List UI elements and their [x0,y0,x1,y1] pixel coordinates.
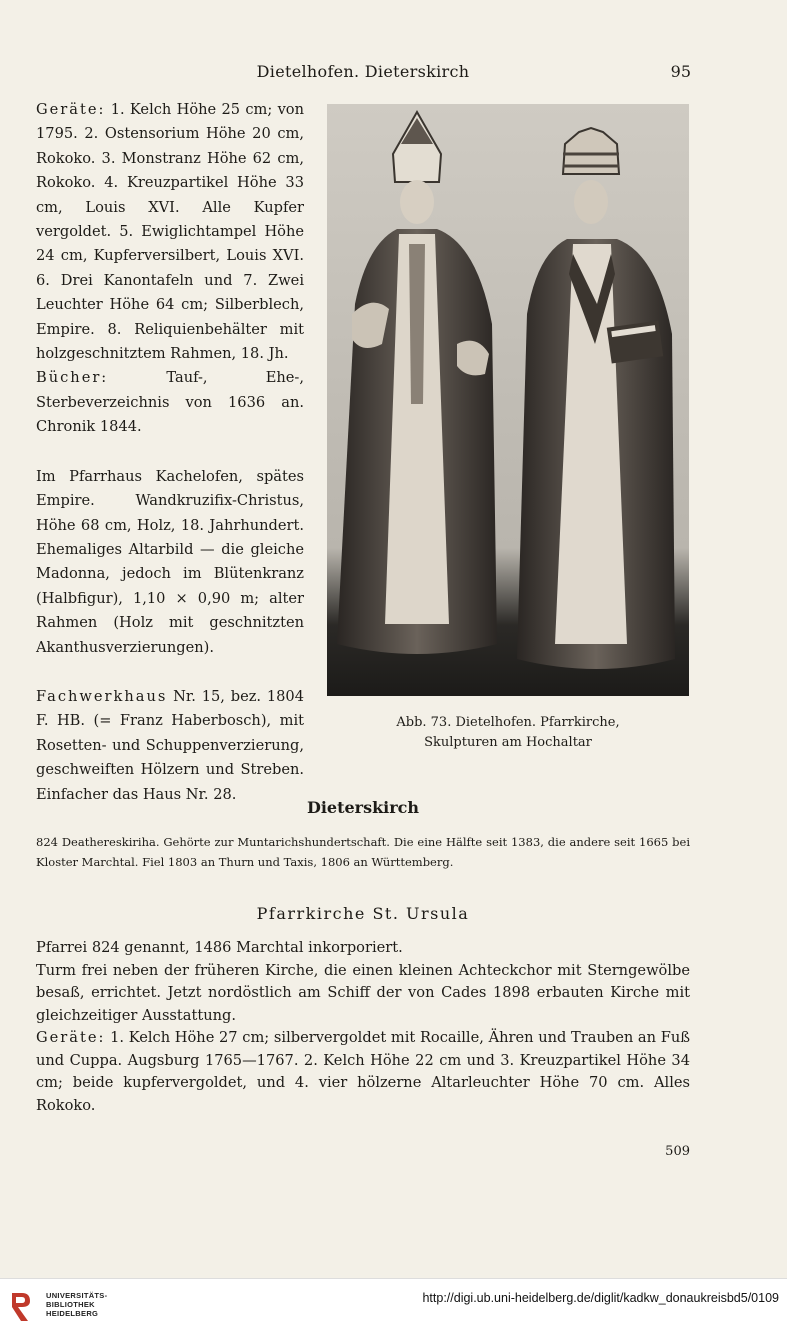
figure-caption [327,713,689,753]
paragraph-fachwerkhaus [36,685,304,807]
subsection-title: Pfarrkirche St. Ursula [256,904,470,923]
figure-photo [327,104,689,696]
paragraph-lead: Geräte: [36,101,106,118]
body-paragraph [36,937,690,960]
paragraph-pfarrhaus [36,465,304,660]
body-text [36,937,690,1117]
caption-line2: Skulpturen am Hochaltar [424,735,592,750]
left-column-text [36,98,304,807]
source-url-link[interactable]: http://digi.ub.uni-heidelberg.de/diglit/kadkw_donaukreisbd5/0109 [422,1291,779,1305]
running-head: Dietelhofen. Dieterskirch [256,62,470,81]
paragraph-lead: Fachwerkhaus [36,687,168,705]
paragraph-text: Pfarrei 824 genannt, 1486 Marchtal inkorporiert. [36,939,403,956]
paragraph-text: 1. Kelch Höhe 25 cm; von 1795. 2. Ostensorium Höhe 20 cm, Rokoko. 3. Monstranz Höhe 62 cm, Rokoko. 4. Kreuzpartikel Höhe 33 cm, Louis XVI. Alle Kupfer vergoldet. 5. Ewiglichtampel Höhe 24 cm, Kupferversilbert, Louis XVI. 6. Drei Kanontafeln und 7. Zwei Leuchter Höhe 64 cm; Silberblech, Empire. 8. Reliquienbehälter mit holzgeschnitztem Rahmen, 18. Jh. [36,101,304,363]
paragraph-buecher [36,366,304,439]
paragraph-text: Nr. 15, bez. 1804 F. HB. (= Franz Haberbosch), mit Rosetten- und Schuppenverzierung, geschweiften Hölzern und Streben. Einfacher das Haus Nr. 28. [36,687,304,803]
page-number-top: 95 [670,62,691,81]
paragraph-lead: Geräte: [36,1029,106,1046]
paragraph-text: Im Pfarrhaus Kachelofen, spätes Empire. Wandkruzifix-Christus, Höhe 68 cm, Holz, 18. Jahrhundert. Ehemaliges Altarbild — die gleiche Madonna, jedoch im Blütenkranz (Halbfigur), 1,10 × 0,90 m; alter Rahmen (Holz mit geschnitzten Akanthusverzierungen). [36,467,304,656]
paragraph-lead: Bücher: [36,369,109,387]
paragraph-text: Tauf-, Ehe-, Sterbeverzeichnis von 1636 an. Chronik 1844. [36,369,304,436]
page-number-bottom: 509 [665,1144,690,1159]
paragraph-geraete [36,98,304,366]
caption-line1: Abb. 73. Dietelhofen. Pfarrkirche, [396,715,620,730]
body-paragraph [36,1027,690,1117]
paragraph-text: 1. Kelch Höhe 27 cm; silbervergoldet mit Rocaille, Ähren und Trauben an Fuß und Cuppa. Augsburg 1765—1767. 2. Kelch Höhe 22 cm und 3. Kreuzpartikel Höhe 34 cm; beide kupfervergoldet, und 4. vier hölzerne Altarleuchter Höhe 70 cm. Alles Rokoko. [36,1029,690,1114]
section-intro: 824 Deathereskiriha. Gehörte zur Muntarichshundertschaft. Die eine Hälfte seit 1383, die andere seit 1665 bei Kloster Marchtal. Fiel 1803 an Thurn und Taxis, 1806 an Württemberg. [36,835,690,869]
paragraph-text: Turm frei neben der früheren Kirche, die einen kleinen Achteckchor mit Sterngewölbe besaß, errichtet. Jetzt nordöstlich am Schiff der von Cades 1898 erbauten Kirche mit gleichzeitiger Ausstattung. [36,961,690,1024]
footer-bar [0,1278,787,1335]
body-paragraph [36,960,690,1028]
section-title: Dieterskirch [306,798,420,817]
library-logo-icon[interactable] [8,1289,38,1325]
library-name[interactable]: UNIVERSITÄTS- BIBLIOTHEK HEIDELBERG [46,1291,108,1318]
